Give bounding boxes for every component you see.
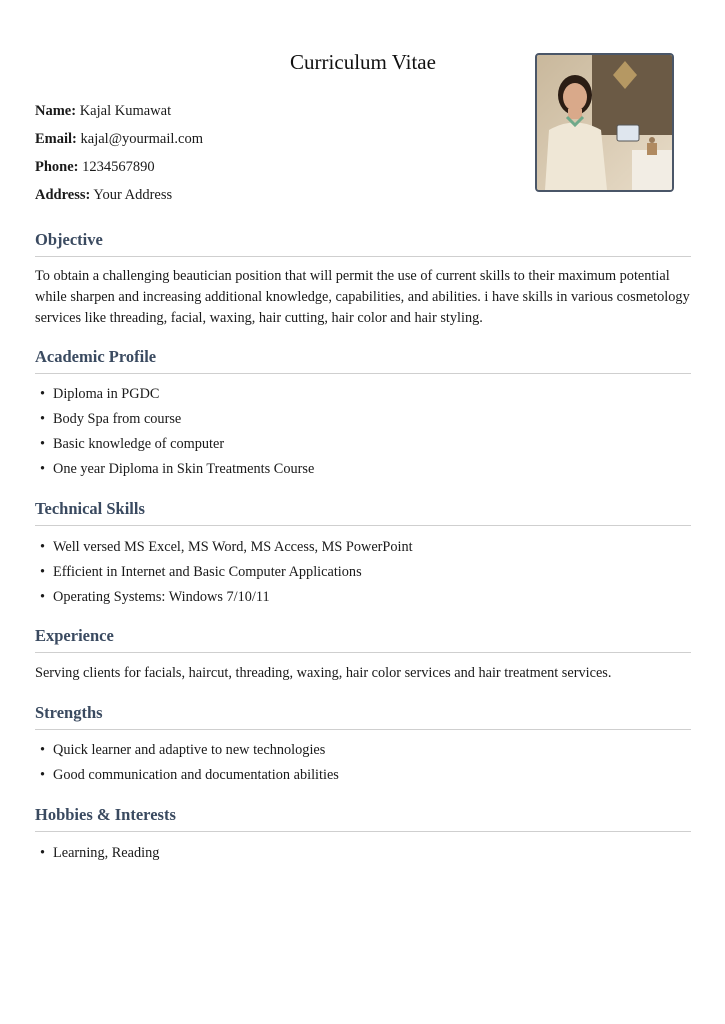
academic-heading: Academic Profile <box>35 347 691 374</box>
list-item: • Well versed MS Excel, MS Word, MS Access, MS PowerPoint <box>35 535 413 560</box>
list-item: • One year Diploma in Skin Treatments Course <box>35 457 314 482</box>
strengths-heading: Strengths <box>35 703 691 730</box>
list-item: • Body Spa from course <box>35 407 314 432</box>
name-label: Name: <box>35 103 77 119</box>
phone-value: 1234567890 <box>82 159 155 175</box>
list-item: • Operating Systems: Windows 7/10/11 <box>35 585 413 610</box>
profile-photo-icon <box>537 55 672 190</box>
address-value: Your Address <box>93 187 173 203</box>
hobbies-heading: Hobbies & Interests <box>35 805 691 832</box>
phone-label: Phone: <box>35 159 79 175</box>
objective-heading: Objective <box>35 230 691 257</box>
list-item: • Quick learner and adaptive to new technologies <box>35 738 339 763</box>
objective-text: To obtain a challenging beautician position that will permit the use of current skills to their maximum potential while sharpen and increasing additional knowledge, capabilities, and abilities. i have skills in various cosmetology services like threading, facial, waxing, hair cutting, hair color and hair styling. <box>35 268 690 326</box>
address-label: Address: <box>35 187 91 203</box>
technical-list <box>35 535 413 610</box>
list-item: • Learning, Reading <box>35 841 159 866</box>
page-title: Curriculum Vitae <box>290 50 436 74</box>
name-line <box>35 97 203 125</box>
address-line <box>35 181 203 209</box>
list-item: • Efficient in Internet and Basic Computer Applications <box>35 560 413 585</box>
strengths-list <box>35 738 339 788</box>
email-label: Email: <box>35 131 77 147</box>
technical-heading: Technical Skills <box>35 499 691 526</box>
email-value: kajal@yourmail.com <box>80 131 203 147</box>
list-item: • Diploma in PGDC <box>35 382 314 407</box>
contact-block <box>35 97 203 209</box>
experience-text: Serving clients for facials, haircut, threading, waxing, hair color services and hair treatment services. <box>35 665 612 681</box>
list-item: • Basic knowledge of computer <box>35 432 314 457</box>
profile-photo <box>535 53 674 192</box>
list-item: • Good communication and documentation abilities <box>35 763 339 788</box>
name-value: Kajal Kumawat <box>79 103 172 119</box>
hobbies-list <box>35 841 159 866</box>
academic-list <box>35 382 314 482</box>
email-line <box>35 125 203 153</box>
phone-line <box>35 153 203 181</box>
experience-heading: Experience <box>35 626 691 653</box>
